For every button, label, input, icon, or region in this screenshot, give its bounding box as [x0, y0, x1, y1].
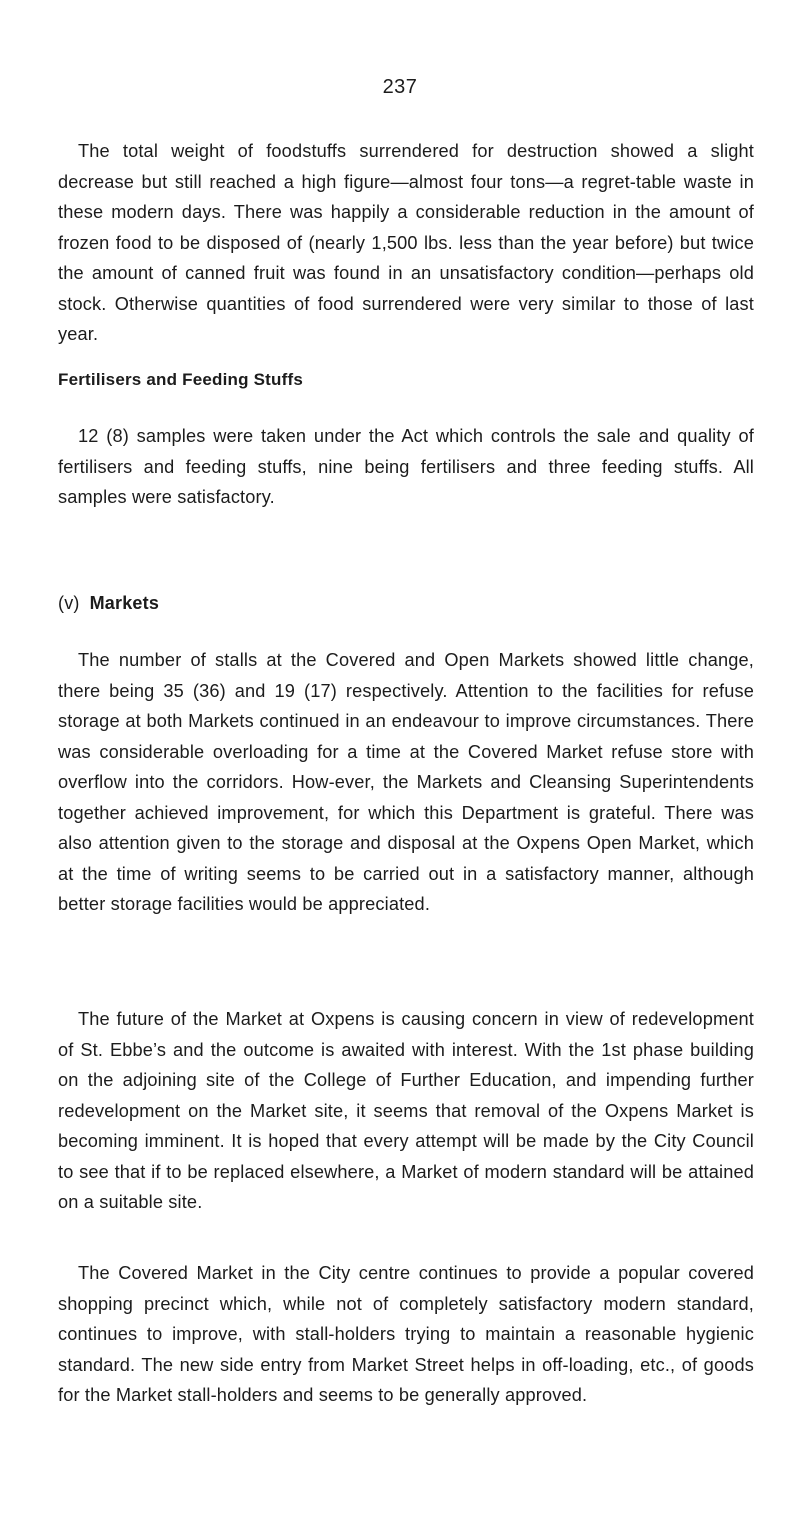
foodstuffs-paragraph: The total weight of foodstuffs surrendered for destruction showed a slight decrease but still reached a high figure—almost four tons—a regret-table waste in these modern days. There was happily a considerable reduction in the amount of frozen food to be disposed of (nearly 1,500 lbs. less than the year before) but twice the amount of canned fruit was found in an unsatisfactory condition—perhaps old stock. Otherwise quantities of food surrendered were very similar to those of last year.	[58, 141, 754, 344]
fertilisers-section	[58, 421, 754, 513]
fertilisers-paragraph: 12 (8) samples were taken under the Act which controls the sale and quality of fertilisers and feeding stuffs, nine being fertilisers and three feeding stuffs. All samples were satisfactory.	[58, 426, 754, 507]
page-number: 237	[382, 76, 418, 98]
fertilisers-heading: Fertilisers and Feeding Stuffs	[58, 370, 303, 389]
markets-paragraph-3: The Covered Market in the City centre continues to provide a popular covered shopping precinct which, while not of completely satisfactory modern standard, continues to improve, with stall-holders trying to maintain a reasonable hygienic standard. The new side entry from Market Street helps in off-loading, etc., of goods for the Market stall-holders and seems to be generally approved.	[58, 1263, 754, 1405]
markets-paragraph-1: The number of stalls at the Covered and Open Markets showed little change, there being 35 (36) and 19 (17) respectively. Attention to the facilities for refuse storage at both Markets continued in an endeavour to improve circumstances. There was considerable overloading for a time at the Covered Market refuse store with overflow into the corridors. How-ever, the Markets and Cleansing Superintendents together achieved improvement, for which this Department is grateful. There was also attention given to the storage and disposal at the Oxpens Open Market, which at the time of writing seems to be carried out in a satisfactory manner, although better storage facilities would be appreciated.	[58, 650, 754, 914]
markets-section-1	[58, 645, 754, 920]
markets-heading-title: Markets	[89, 593, 160, 613]
markets-paragraph-2: The future of the Market at Oxpens is causing concern in view of redevelopment of St. Ebbe’s and the outcome is awaited with interest. With the 1st phase building on the adjoining site of the College of Further Education, and impending further redevelopment on the Market site, it seems that removal of the Oxpens Market is becoming imminent. It is hoped that every attempt will be made by the City Council to see that if to be replaced elsewhere, a Market of modern standard will be attained on a suitable site.	[58, 1009, 754, 1212]
markets-section-3	[58, 1258, 754, 1411]
foodstuffs-section	[58, 136, 754, 350]
markets-section-2	[58, 1004, 754, 1218]
markets-heading	[58, 593, 159, 614]
markets-heading-number: (v)	[58, 593, 80, 613]
